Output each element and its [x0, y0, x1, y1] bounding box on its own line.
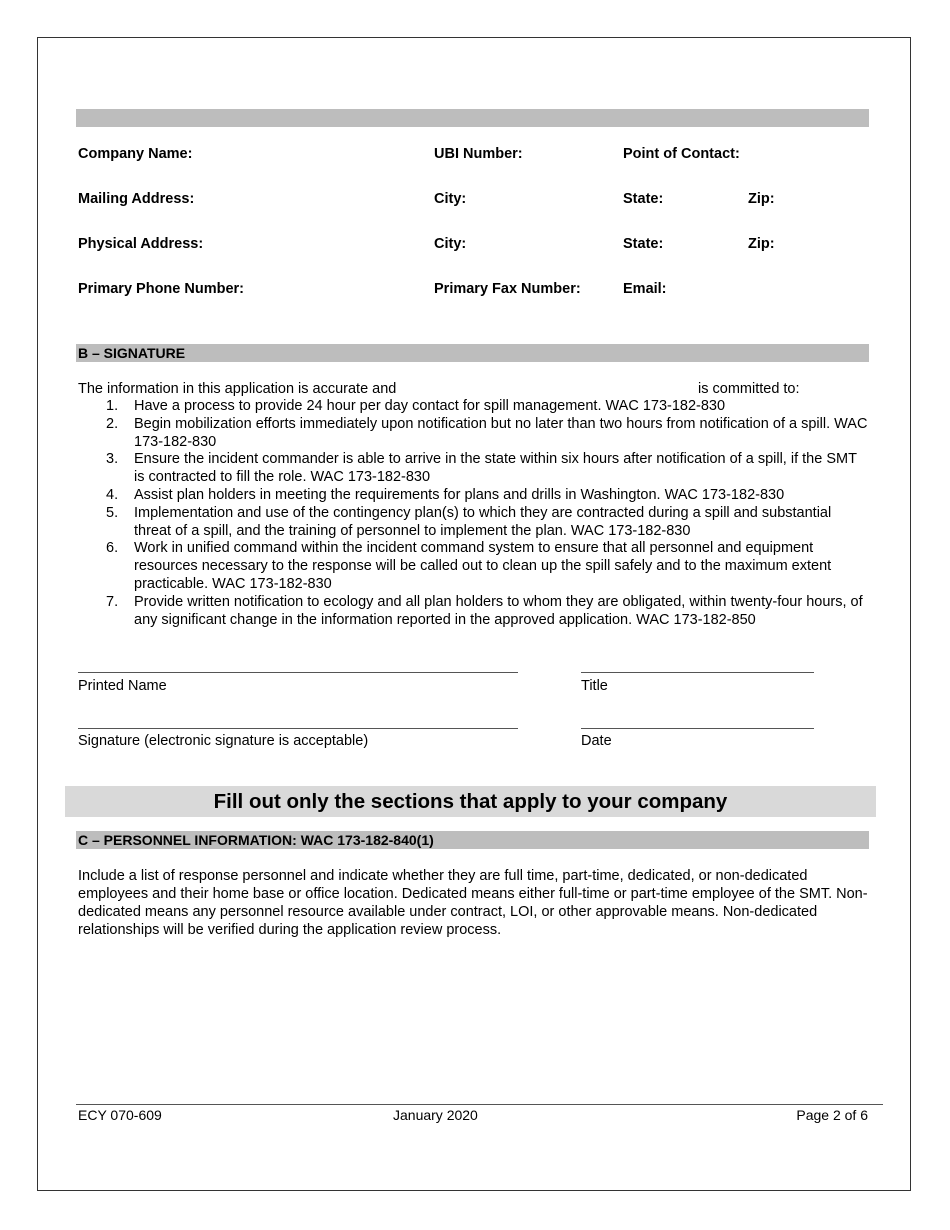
signature-label: Signature (electronic signature is acceptable) — [78, 733, 369, 749]
list-item-text: Assist plan holders in meeting the requirements for plans and drills in Washington. WAC 173-182-830 — [134, 486, 785, 503]
list-item — [78, 451, 868, 487]
list-item — [78, 505, 868, 541]
commitment-list — [78, 398, 868, 629]
mailing-zip-label: Zip: — [748, 191, 775, 207]
list-item-number: 3. — [106, 451, 119, 468]
list-item-number: 7. — [106, 593, 119, 610]
list-item-number: 2. — [106, 415, 119, 432]
company-name-label: Company Name: — [78, 146, 193, 162]
list-item-text: Have a process to provide 24 hour per day contact for spill management. WAC 173-182-830 — [134, 398, 726, 414]
section-b-header: B – SIGNATURE — [76, 344, 869, 362]
list-item — [78, 540, 868, 593]
section-c-header: C – PERSONNEL INFORMATION: WAC 173-182-840(1) — [76, 831, 869, 849]
footer-divider — [76, 1104, 883, 1105]
physical-zip-label: Zip: — [748, 236, 775, 252]
title-line[interactable] — [581, 672, 814, 673]
printed-name-label: Printed Name — [78, 678, 167, 694]
list-item — [78, 398, 868, 416]
section-a-header-bar — [76, 109, 869, 127]
physical-city-label: City: — [434, 236, 467, 252]
list-item-text: Work in unified command within the incident command system to ensure that all personnel and equipment resources necessary to the response will be called out to clean up the spill safely and to the maximum extent practicable. WAC 173-182-830 — [134, 540, 832, 592]
primary-phone-label: Primary Phone Number: — [78, 281, 244, 297]
printed-name-line[interactable] — [78, 672, 518, 673]
list-item-number: 1. — [106, 398, 119, 414]
physical-state-label: State: — [623, 236, 664, 252]
instruction-banner: Fill out only the sections that apply to your company — [65, 786, 876, 817]
title-label: Title — [581, 678, 608, 694]
mailing-state-label: State: — [623, 191, 664, 207]
footer-date: January 2020 — [393, 1107, 478, 1123]
list-item-text: Ensure the incident commander is able to arrive in the state within six hours after notification of a spill, if the SMT is contracted to fill the role. WAC 173-182-830 — [134, 451, 857, 486]
ubi-number-label: UBI Number: — [434, 146, 523, 162]
signature-intro-end: is committed to: — [698, 381, 800, 397]
list-item-number: 4. — [106, 486, 119, 503]
page-number: Page 2 of 6 — [796, 1107, 868, 1123]
signature-line[interactable] — [78, 728, 518, 729]
list-item — [78, 594, 868, 630]
list-item-text: Implementation and use of the contingency plan(s) to which they are contracted during a spill and substantial threat of a spill, and the training of personnel to implement the plan. WAC 173-182-830 — [134, 504, 832, 539]
primary-fax-label: Primary Fax Number: — [434, 281, 581, 297]
list-item — [78, 487, 868, 505]
signature-intro-start: The information in this application is accurate and — [78, 381, 397, 397]
list-item-number: 6. — [106, 540, 119, 557]
list-item — [78, 416, 868, 452]
point-of-contact-label: Point of Contact: — [623, 146, 740, 162]
date-line[interactable] — [581, 728, 814, 729]
date-label: Date — [581, 733, 612, 749]
personnel-instructions: Include a list of response personnel and indicate whether they are full time, part-time, dedicated, or non-dedicated employees and their home base or office location. Dedicated means either full-time or part-time employee of the SMT. Non-dedicated means any personnel resource available under contract, LOI, or other approvable means. Non-dedicated relationships will be verified during the application review process. — [78, 868, 868, 938]
mailing-address-label: Mailing Address: — [78, 191, 195, 207]
mailing-city-label: City: — [434, 191, 467, 207]
physical-address-label: Physical Address: — [78, 236, 204, 252]
list-item-text: Begin mobilization efforts immediately upon notification but no later than two hours from notification of a spill. WAC 173-182-830 — [134, 415, 868, 450]
email-label: Email: — [623, 281, 667, 297]
form-number: ECY 070-609 — [78, 1107, 162, 1123]
list-item-number: 5. — [106, 504, 119, 521]
list-item-text: Provide written notification to ecology and all plan holders to whom they are obligated, within twenty-four hours, of any significant change in the information reported in the approved application. WAC 173-182-850 — [134, 593, 863, 628]
